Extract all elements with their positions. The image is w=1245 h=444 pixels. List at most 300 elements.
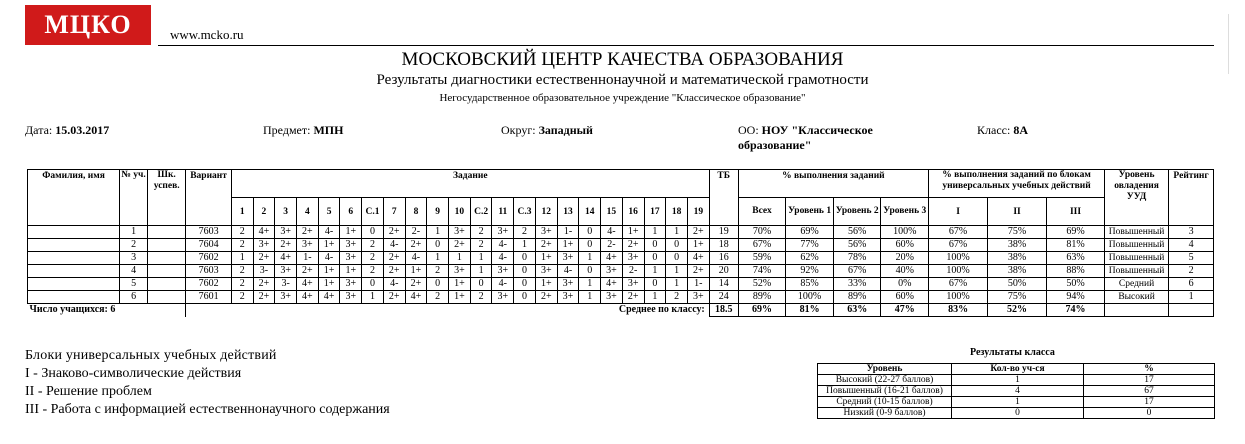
block-1: 100% — [929, 252, 988, 265]
subject-label: Предмет: — [263, 123, 311, 137]
task-score: 2 — [470, 226, 492, 239]
col-task: 4 — [297, 198, 319, 226]
total-score: 20 — [709, 265, 738, 278]
task-score: 1 — [666, 278, 688, 291]
student-num: 4 — [120, 265, 148, 278]
uud-legend — [25, 347, 390, 419]
student-name — [28, 239, 120, 252]
district-label: Округ: — [501, 123, 536, 137]
pct-l1: 100% — [786, 291, 834, 304]
task-score: 0 — [666, 252, 688, 265]
uud-level: Повышенный — [1104, 252, 1168, 265]
task-score: 2+ — [253, 291, 275, 304]
col-task: 19 — [687, 198, 709, 226]
task-score: 1+ — [622, 226, 644, 239]
task-score: 4+ — [601, 252, 623, 265]
avg-rating-empty — [1169, 304, 1214, 317]
col-pct-group: % выполнения заданий — [738, 170, 928, 198]
col-task-group: Задание — [231, 170, 709, 198]
task-score: 3+ — [275, 291, 297, 304]
block-2: 50% — [988, 278, 1047, 291]
col-task: 5 — [318, 198, 340, 226]
avg-all: 69% — [738, 304, 786, 317]
task-score: 2+ — [275, 239, 297, 252]
result-count: 1 — [952, 375, 1084, 386]
date-value: 15.03.2017 — [55, 123, 110, 137]
task-score: 1 — [666, 226, 688, 239]
block-1: 67% — [929, 226, 988, 239]
student-count: Число учащихся: 6 — [28, 304, 186, 317]
variant: 7604 — [186, 239, 232, 252]
task-score: 2+ — [535, 239, 557, 252]
col-task: 3 — [275, 198, 297, 226]
rating: 1 — [1169, 291, 1214, 304]
task-score: 4- — [492, 278, 514, 291]
col-task: 18 — [666, 198, 688, 226]
result-row — [818, 386, 1215, 397]
block-2: 38% — [988, 239, 1047, 252]
col-level: Уровень овладения УУД — [1104, 170, 1168, 226]
task-score: 4- — [318, 226, 340, 239]
task-score: 0 — [579, 265, 601, 278]
class-field — [977, 123, 1028, 138]
col-task: 10 — [449, 198, 471, 226]
col-task: 13 — [557, 198, 579, 226]
task-score: 3+ — [253, 239, 275, 252]
table-row — [28, 291, 1214, 304]
result-level: Низкий (0-9 баллов) — [818, 408, 952, 419]
variant: 7603 — [186, 226, 232, 239]
task-score: 2+ — [622, 239, 644, 252]
col-shk: Шк. успев. — [148, 170, 186, 226]
total-score: 14 — [709, 278, 738, 291]
task-score: 0 — [644, 239, 666, 252]
col-task: 1 — [231, 198, 253, 226]
pct-l2: 33% — [833, 278, 881, 291]
total-score: 18 — [709, 239, 738, 252]
col-task: 9 — [427, 198, 449, 226]
class-results-title: Результаты класса — [970, 347, 1055, 358]
table-row — [28, 239, 1214, 252]
res-col-count: Кол-во уч-ся — [952, 364, 1084, 375]
task-score: 4- — [318, 252, 340, 265]
district-field — [501, 123, 593, 138]
result-pct: 0 — [1084, 408, 1215, 419]
avg-b1: 83% — [929, 304, 988, 317]
col-pct: Уровень 3 — [881, 198, 929, 226]
task-score: 3+ — [601, 265, 623, 278]
task-score: 3+ — [601, 291, 623, 304]
col-pct: Всех — [738, 198, 786, 226]
pct-all: 67% — [738, 239, 786, 252]
task-score: 3+ — [535, 226, 557, 239]
col-blocks-group: % выполнения заданий по блокам универсальных учебных действий — [929, 170, 1105, 198]
task-score: 4+ — [297, 278, 319, 291]
col-task: 2 — [253, 198, 275, 226]
task-score: 3+ — [449, 265, 471, 278]
task-score: 1+ — [340, 226, 362, 239]
result-count: 1 — [952, 397, 1084, 408]
pct-l1: 69% — [786, 226, 834, 239]
task-score: 3+ — [492, 291, 514, 304]
pct-l3: 0% — [881, 278, 929, 291]
pct-all: 52% — [738, 278, 786, 291]
col-variant: Вариант — [186, 170, 232, 226]
task-score: 2- — [601, 239, 623, 252]
task-score: 2 — [362, 252, 384, 265]
task-score: 1- — [297, 252, 319, 265]
task-score: 1 — [644, 226, 666, 239]
task-score: 1 — [427, 226, 449, 239]
col-pct: Уровень 2 — [833, 198, 881, 226]
mcko-logo: МЦКО — [25, 5, 151, 45]
task-score: 4+ — [297, 291, 319, 304]
results-table — [27, 169, 1214, 317]
task-score: 1+ — [405, 265, 427, 278]
result-row — [818, 375, 1215, 386]
task-score: 2+ — [383, 291, 405, 304]
result-pct: 17 — [1084, 397, 1215, 408]
task-score: 2+ — [687, 226, 709, 239]
task-score: 1+ — [340, 265, 362, 278]
task-score: 0 — [427, 278, 449, 291]
col-block: II — [988, 198, 1047, 226]
task-score: 1+ — [535, 278, 557, 291]
school-grade — [148, 265, 186, 278]
result-row — [818, 408, 1215, 419]
task-score: 2+ — [622, 291, 644, 304]
school-grade — [148, 226, 186, 239]
block-3: 69% — [1047, 226, 1105, 239]
col-num: № уч. — [120, 170, 148, 226]
task-score: 1- — [687, 278, 709, 291]
table-row — [28, 252, 1214, 265]
block-1: 67% — [929, 239, 988, 252]
legend-item-3: III - Работа с информацией естественнонаучного содержания — [25, 402, 390, 417]
pct-l1: 92% — [786, 265, 834, 278]
rating: 5 — [1169, 252, 1214, 265]
task-score: 1+ — [318, 239, 340, 252]
school-grade — [148, 239, 186, 252]
block-2: 38% — [988, 252, 1047, 265]
task-score: 2+ — [405, 278, 427, 291]
pct-all: 59% — [738, 252, 786, 265]
rating: 6 — [1169, 278, 1214, 291]
block-2: 75% — [988, 226, 1047, 239]
date-label: Дата: — [25, 123, 53, 137]
org-title: МОСКОВСКИЙ ЦЕНТР КАЧЕСТВА ОБРАЗОВАНИЯ — [401, 49, 844, 70]
task-score: 2 — [666, 291, 688, 304]
task-score: 2 — [231, 278, 253, 291]
col-task: 12 — [535, 198, 557, 226]
block-3: 88% — [1047, 265, 1105, 278]
task-score: 2- — [622, 265, 644, 278]
col-block: III — [1047, 198, 1105, 226]
uud-level: Средний — [1104, 278, 1168, 291]
task-score: 3+ — [535, 265, 557, 278]
uud-level: Повышенный — [1104, 226, 1168, 239]
student-num: 3 — [120, 252, 148, 265]
pct-all: 70% — [738, 226, 786, 239]
pct-l3: 40% — [881, 265, 929, 278]
block-1: 100% — [929, 291, 988, 304]
student-num: 6 — [120, 291, 148, 304]
subject-value: МПН — [313, 123, 344, 137]
task-score: 2 — [231, 265, 253, 278]
task-score: 1 — [470, 252, 492, 265]
task-score: 2+ — [383, 265, 405, 278]
task-score: 1 — [579, 252, 601, 265]
pct-l2: 67% — [833, 265, 881, 278]
col-task: 14 — [579, 198, 601, 226]
task-score: 1- — [557, 226, 579, 239]
task-score: 2+ — [297, 265, 319, 278]
task-score: 3+ — [449, 226, 471, 239]
class-label: Класс: — [977, 123, 1011, 137]
avg-l1: 81% — [786, 304, 834, 317]
task-score: 2 — [362, 265, 384, 278]
task-score: 3+ — [687, 291, 709, 304]
legend-item-2: II - Решение проблем — [25, 384, 152, 399]
task-score: 4- — [383, 239, 405, 252]
pct-l3: 20% — [881, 252, 929, 265]
result-pct: 17 — [1084, 375, 1215, 386]
oo-field — [738, 123, 873, 153]
task-score: 4- — [383, 278, 405, 291]
task-score: 1+ — [449, 291, 471, 304]
task-score: 1 — [362, 291, 384, 304]
task-score: 1 — [579, 278, 601, 291]
table-row — [28, 278, 1214, 291]
header-divider — [158, 45, 1214, 46]
task-score: 1+ — [318, 278, 340, 291]
task-score: 3+ — [340, 252, 362, 265]
col-rating: Рейтинг — [1169, 170, 1214, 226]
task-score: 3+ — [557, 252, 579, 265]
task-score: 0 — [666, 239, 688, 252]
school-grade — [148, 252, 186, 265]
task-score: 1 — [427, 252, 449, 265]
task-score: 0 — [579, 239, 601, 252]
task-score: 3+ — [557, 278, 579, 291]
pct-l3: 60% — [881, 291, 929, 304]
task-score: 4- — [405, 252, 427, 265]
task-score: 1+ — [449, 278, 471, 291]
student-num: 2 — [120, 239, 148, 252]
pct-l1: 77% — [786, 239, 834, 252]
avg-b3: 74% — [1047, 304, 1105, 317]
col-task: 11 — [492, 198, 514, 226]
student-name — [28, 252, 120, 265]
col-task: С.1 — [362, 198, 384, 226]
col-pct: Уровень 1 — [786, 198, 834, 226]
task-score: 3+ — [275, 226, 297, 239]
task-score: 2 — [427, 265, 449, 278]
task-score: 1 — [514, 239, 536, 252]
pct-all: 89% — [738, 291, 786, 304]
col-block: I — [929, 198, 988, 226]
site-link[interactable]: www.mcko.ru — [170, 27, 244, 42]
task-score: 0 — [427, 239, 449, 252]
result-count: 4 — [952, 386, 1084, 397]
task-score: 2+ — [383, 252, 405, 265]
oo-label: ОО: — [738, 123, 759, 137]
col-task: 6 — [340, 198, 362, 226]
task-score: 0 — [470, 278, 492, 291]
pct-l1: 85% — [786, 278, 834, 291]
task-score: 2+ — [535, 291, 557, 304]
task-score: 1 — [666, 265, 688, 278]
rating: 2 — [1169, 265, 1214, 278]
task-score: 1 — [644, 265, 666, 278]
avg-l2: 63% — [833, 304, 881, 317]
uud-level: Повышенный — [1104, 239, 1168, 252]
oo-value-2: образование" — [738, 138, 812, 152]
task-score: 0 — [362, 278, 384, 291]
block-3: 94% — [1047, 291, 1105, 304]
task-score: 0 — [514, 291, 536, 304]
task-score: 2+ — [253, 252, 275, 265]
task-score: 2 — [427, 291, 449, 304]
task-score: 2 — [231, 291, 253, 304]
task-score: 2+ — [405, 239, 427, 252]
class-value: 8А — [1013, 123, 1028, 137]
col-task: 7 — [383, 198, 405, 226]
pct-l3: 100% — [881, 226, 929, 239]
col-task: С.2 — [470, 198, 492, 226]
report-subtitle: Результаты диагностики естественнонаучной и математической грамотности — [376, 72, 869, 88]
pct-l2: 89% — [833, 291, 881, 304]
class-average-label: Среднее по классу: — [186, 304, 709, 317]
res-col-pct: % — [1084, 364, 1215, 375]
task-score: 3+ — [340, 239, 362, 252]
task-score: 4- — [557, 265, 579, 278]
task-score: 1 — [231, 252, 253, 265]
task-score: 2 — [470, 239, 492, 252]
task-score: 2+ — [297, 226, 319, 239]
task-score: 3- — [275, 278, 297, 291]
task-score: 2 — [514, 226, 536, 239]
task-score: 1+ — [557, 239, 579, 252]
district-value: Западный — [538, 123, 593, 137]
result-level: Повышенный (16-21 баллов) — [818, 386, 952, 397]
col-task: 17 — [644, 198, 666, 226]
table-row — [28, 265, 1214, 278]
task-score: 0 — [579, 226, 601, 239]
task-score: 1+ — [535, 252, 557, 265]
task-score: 4+ — [318, 291, 340, 304]
task-score: 3+ — [622, 252, 644, 265]
avg-b2: 52% — [988, 304, 1047, 317]
block-3: 63% — [1047, 252, 1105, 265]
task-score: 0 — [644, 278, 666, 291]
date-field — [25, 123, 109, 138]
total-score: 24 — [709, 291, 738, 304]
task-score: 0 — [644, 252, 666, 265]
variant: 7603 — [186, 265, 232, 278]
task-score: 1 — [579, 291, 601, 304]
res-col-level: Уровень — [818, 364, 952, 375]
variant: 7602 — [186, 252, 232, 265]
student-name — [28, 291, 120, 304]
task-score: 2+ — [253, 278, 275, 291]
task-score: 4+ — [687, 252, 709, 265]
legend-title: Блоки универсальных учебных действий — [25, 348, 277, 363]
pct-l3: 60% — [881, 239, 929, 252]
task-score: 2 — [231, 226, 253, 239]
result-count: 0 — [952, 408, 1084, 419]
oo-value: НОУ "Классическое — [761, 123, 873, 137]
avg-l3: 47% — [881, 304, 929, 317]
task-score: 4+ — [405, 291, 427, 304]
student-name — [28, 278, 120, 291]
task-score: 3+ — [275, 265, 297, 278]
task-score: 2 — [470, 291, 492, 304]
task-score: 0 — [514, 265, 536, 278]
rating: 4 — [1169, 239, 1214, 252]
uud-level: Высокий — [1104, 291, 1168, 304]
block-3: 50% — [1047, 278, 1105, 291]
task-score: 0 — [514, 278, 536, 291]
variant: 7602 — [186, 278, 232, 291]
task-score: 3+ — [340, 291, 362, 304]
block-2: 38% — [988, 265, 1047, 278]
task-score: 1+ — [687, 239, 709, 252]
total-score: 19 — [709, 226, 738, 239]
avg-tb: 18.5 — [709, 304, 738, 317]
task-score: 2 — [362, 239, 384, 252]
variant: 7601 — [186, 291, 232, 304]
task-score: 4+ — [253, 226, 275, 239]
task-score: 3+ — [297, 239, 319, 252]
school-grade — [148, 291, 186, 304]
col-tb: ТБ — [709, 170, 738, 226]
total-score: 16 — [709, 252, 738, 265]
task-score: 3+ — [492, 265, 514, 278]
col-task: 8 — [405, 198, 427, 226]
school-name: Негосударственное образовательное учреждение "Классическое образование" — [439, 92, 806, 104]
task-score: 1 — [644, 291, 666, 304]
block-1: 67% — [929, 278, 988, 291]
student-name — [28, 265, 120, 278]
table-row — [28, 226, 1214, 239]
task-score: 0 — [362, 226, 384, 239]
task-score: 1+ — [318, 265, 340, 278]
col-task: 15 — [601, 198, 623, 226]
task-score: 4+ — [275, 252, 297, 265]
pct-l2: 56% — [833, 239, 881, 252]
task-score: 3+ — [622, 278, 644, 291]
student-name — [28, 226, 120, 239]
block-2: 75% — [988, 291, 1047, 304]
pct-all: 74% — [738, 265, 786, 278]
student-num: 5 — [120, 278, 148, 291]
task-score: 3- — [253, 265, 275, 278]
task-score: 4- — [492, 239, 514, 252]
col-name: Фамилия, имя — [28, 170, 120, 226]
task-score: 2- — [405, 226, 427, 239]
result-level: Высокий (22-27 баллов) — [818, 375, 952, 386]
task-score: 3+ — [492, 226, 514, 239]
col-task: С.3 — [514, 198, 536, 226]
result-level: Средний (10-15 баллов) — [818, 397, 952, 408]
uud-level: Повышенный — [1104, 265, 1168, 278]
pct-l1: 62% — [786, 252, 834, 265]
avg-level-empty — [1104, 304, 1168, 317]
class-results-table — [817, 363, 1215, 419]
school-grade — [148, 278, 186, 291]
col-task: 16 — [622, 198, 644, 226]
